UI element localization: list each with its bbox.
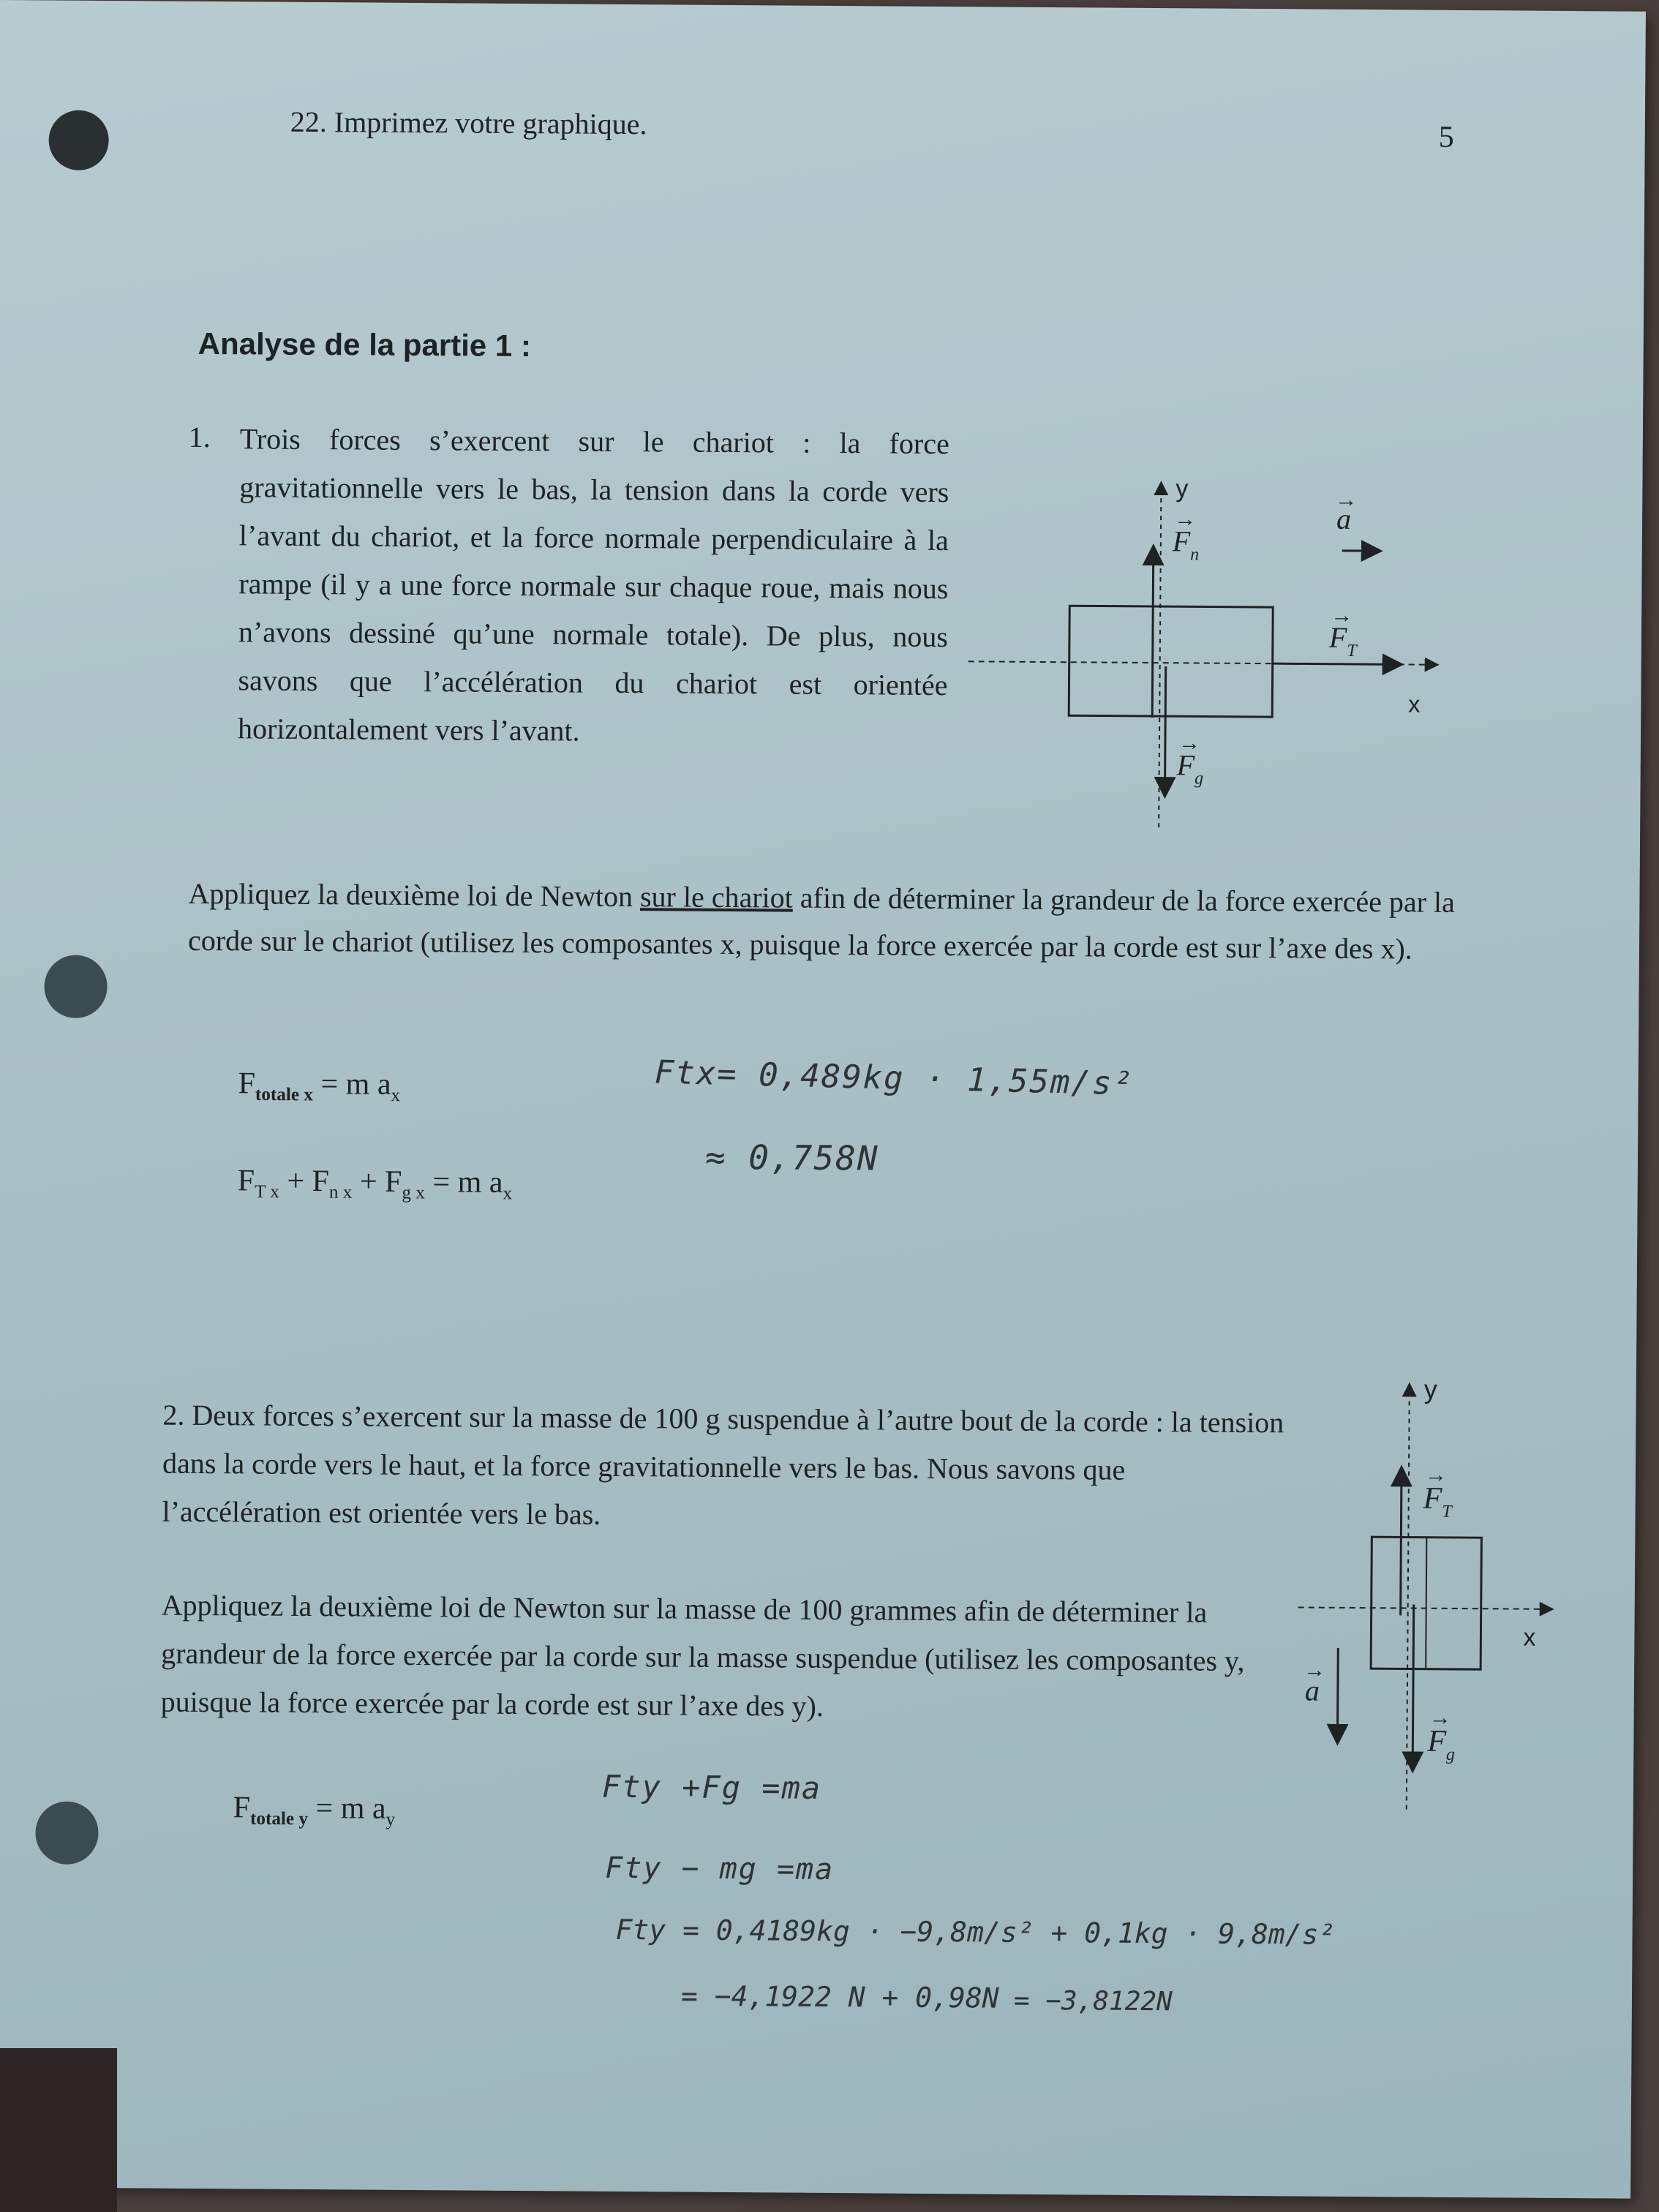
binder-hole-middle xyxy=(44,955,108,1018)
handwritten-answer-2-line4: = −4,1922 N + 0,98N xyxy=(680,1979,999,2014)
label-acceleration-2: a xyxy=(1304,1674,1320,1707)
equation-total-force-y: $F_{totale y} = m$ $a_y$ xyxy=(233,1791,396,1830)
q2-text: 2. Deux forces s’exercent sur la masse de 100 g suspendue à l’autre bout de la corde : la tension dans la corde vers le haut, et la force gravitationnelle vers le bas. Nous savons que l’accélération est orientée vers le bas. xyxy=(162,1398,1284,1531)
y-axis-label: y xyxy=(1175,475,1189,503)
svg-text:→: → xyxy=(1335,487,1358,512)
svg-text:→: → xyxy=(1424,1462,1448,1487)
page-number: 5 xyxy=(1438,120,1454,154)
label-normal-force: $F_n$ xyxy=(1172,524,1200,565)
equation-total-force-x: $F_{totale x} = m$ $a_x$ xyxy=(238,1066,401,1106)
instruction-part2: Appliquez la deuxième loi de Newton sur la masse de 100 grammes afin de déterminer la grandeur de la force exercée par la corde sur la masse suspendue (utilisez les composantes y, puisque la force exercée par la corde est sur l’axe des y). xyxy=(160,1588,1245,1723)
label-tension-force-2: $F_T$ xyxy=(1423,1481,1452,1521)
svg-text:→: → xyxy=(1429,1705,1451,1730)
handwritten-answer-1-line2: ≈ 0,758N xyxy=(704,1137,879,1178)
background-surface xyxy=(0,2048,117,2212)
question-22: 22. Imprimez votre graphique. xyxy=(290,105,647,141)
free-body-diagram-hanging-mass xyxy=(1282,1369,1578,1825)
label-gravity-force: $F_g$ xyxy=(1176,748,1204,789)
label-acceleration: a xyxy=(1336,502,1352,535)
q1-number: 1. xyxy=(188,420,211,454)
y-axis-label-2: y xyxy=(1423,1374,1437,1404)
x-axis-label: x xyxy=(1408,691,1421,718)
equation-components-x: $F_{T x} + F_{n x} + F_{g x} = m$ $a_x$ xyxy=(237,1164,513,1204)
label-gravity-force-2: $F_g$ xyxy=(1427,1724,1456,1764)
svg-text:→: → xyxy=(1303,1658,1326,1682)
handwritten-answer-2-line3: Fty = 0,4189kg · −9,8m/s² + 0,1kg · 9,8m/s² xyxy=(615,1913,1336,1951)
free-body-diagram-cart xyxy=(960,460,1460,844)
binder-hole-bottom xyxy=(35,1801,99,1865)
section-heading: Analyse de la partie 1 : xyxy=(198,326,532,364)
svg-text:→: → xyxy=(1178,731,1201,756)
q1-text: Trois forces s’exercent sur le chariot : la force gravitationnelle vers le bas, la tension dans la corde vers l’avant du chariot, et la force normale perpendiculaire à la rampe (il y a une force normale sur chaque roue, mais nous n’avons dessiné qu’une normale totale). De plus, nous savons que l’accélération du chariot est orientée horizontalement vers l’avant. xyxy=(237,422,949,748)
svg-text:→: → xyxy=(1331,603,1353,628)
handwritten-answer-2-line1: Fty +Fg =ma xyxy=(601,1768,822,1806)
x-axis-label-2: x xyxy=(1523,1623,1536,1652)
label-tension-force: $F_T$ xyxy=(1328,620,1357,661)
handwritten-answer-2-line2: Fty − mg =ma xyxy=(605,1851,835,1887)
handwritten-answer-1-line1: Ftx= 0,489kg · 1,55m/s² xyxy=(654,1053,1135,1103)
handwritten-answer-2-line5: = −3,8122N xyxy=(1013,1985,1173,2017)
svg-text:→: → xyxy=(1173,507,1197,532)
instruction-part1: Appliquez la deuxième loi de Newton sur le chariot afin de déterminer la grandeur de la force exercée par la corde sur le chariot (utilisez les composantes x, puisque la force exercée par la corde est sur l’axe des x). xyxy=(187,876,1456,966)
binder-hole-top xyxy=(48,110,109,170)
